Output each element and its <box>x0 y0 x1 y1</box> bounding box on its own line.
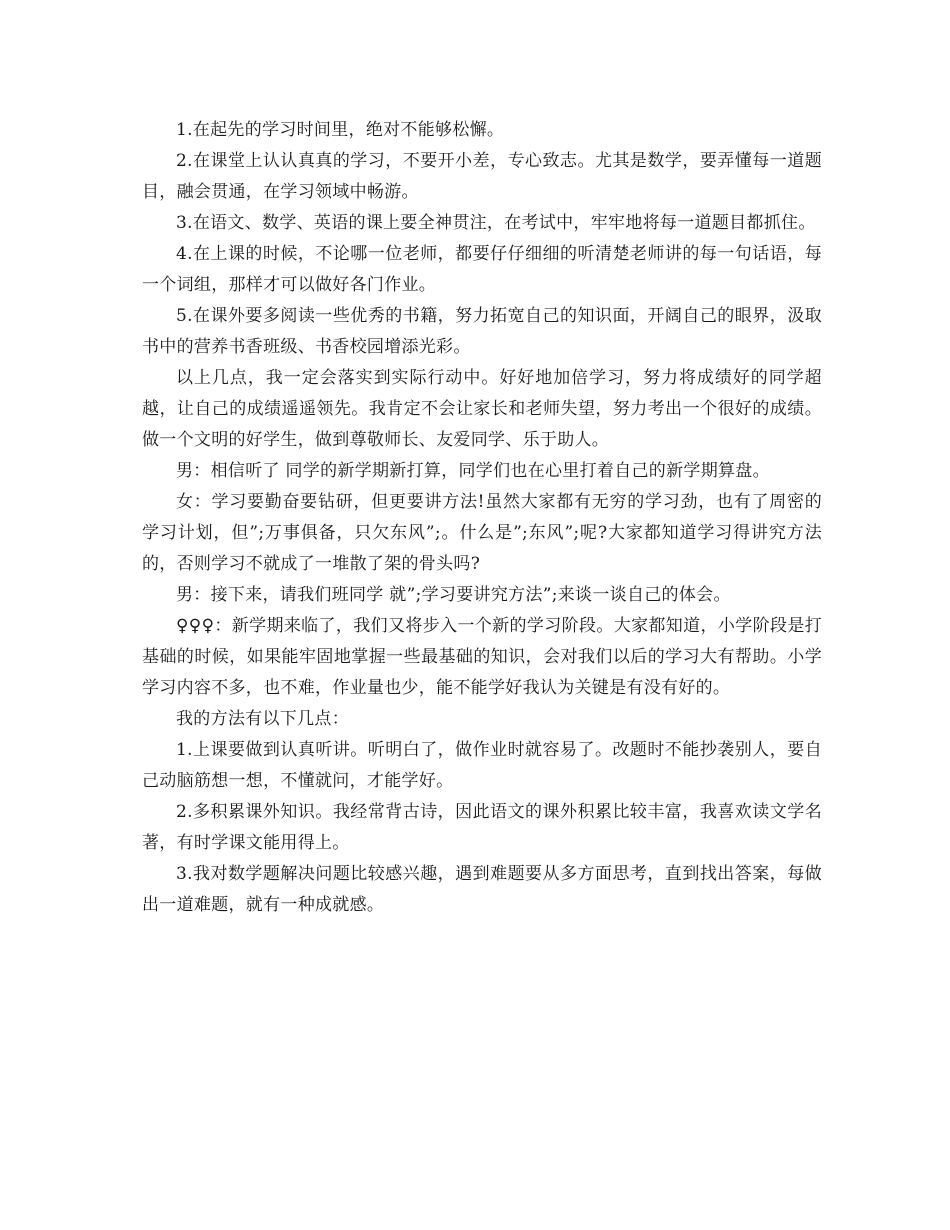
paragraph-10: ♀♀♀：新学期来临了，我们又将步入一个新的学习阶段。大家都知道，小学阶段是打基础的时候，如果能牢固地掌握一些最基础的知识，会对我们以后的学习大有帮助。小学学习内容不多，也不难，作业量也少，能不能学好我认为关键是有没有好的。 <box>142 616 822 698</box>
paragraph-11: 我的方法有以下几点： <box>176 709 349 729</box>
paragraph-6: 以上几点，我一定会落实到实际行动中。好好地加倍学习，努力将成绩好的同学超越，让自己的成绩遥遥领先。我肯定不会让家长和老师失望，努力考出一个很好的成绩。做一个文明的好学生，做到尊敬师长、友爱同学、乐于助人。 <box>142 368 822 450</box>
paragraph-12: 1.上课要做到认真听讲。听明白了，做作业时就容易了。改题时不能抄袭别人，要自己动脑筋想一想，不懂就问，才能学好。 <box>142 740 822 791</box>
paragraph-5: 5.在课外要多阅读一些优秀的书籍，努力拓宽自己的知识面，开阔自己的眼界，汲取书中的营养书香班级、书香校园增添光彩。 <box>142 306 822 357</box>
paragraph-3: 3.在语文、数学、英语的课上要全神贯注，在考试中，牢牢地将每一道题目都抓住。 <box>176 213 816 233</box>
paragraph-7: 男：相信听了 同学的新学期新打算，同学们也在心里打着自己的新学期算盘。 <box>176 461 770 481</box>
paragraph-8: 女：学习要勤奋要钻研，但更要讲方法!虽然大家都有无穷的学习劲，也有了周密的学习计划，但”;万事俱备，只欠东风”;。什么是”;东风”;呢?大家都知道学习得讲究方法的，否则学习不就成了一堆散了架的骨头吗? <box>142 492 822 574</box>
paragraph-14: 3.我对数学题解决问题比较感兴趣，遇到难题要从多方面思考，直到找出答案，每做出一道难题，就有一种成就感。 <box>142 864 822 915</box>
document-body <box>142 115 822 921</box>
paragraph-4: 4.在上课的时候，不论哪一位老师，都要仔仔细细的听清楚老师讲的每一句话语，每一个词组，那样才可以做好各门作业。 <box>142 244 822 295</box>
paragraph-9: 男：接下来，请我们班同学 就”;学习要讲究方法”;来谈一谈自己的体会。 <box>176 585 731 605</box>
paragraph-2: 2.在课堂上认认真真的学习，不要开小差，专心致志。尤其是数学，要弄懂每一道题目，融会贯通，在学习领域中畅游。 <box>142 151 822 202</box>
paragraph-1: 1.在起先的学习时间里，绝对不能够松懈。 <box>176 120 505 140</box>
paragraph-13: 2.多积累课外知识。我经常背古诗，因此语文的课外积累比较丰富，我喜欢读文学名著，有时学课文能用得上。 <box>142 802 822 853</box>
